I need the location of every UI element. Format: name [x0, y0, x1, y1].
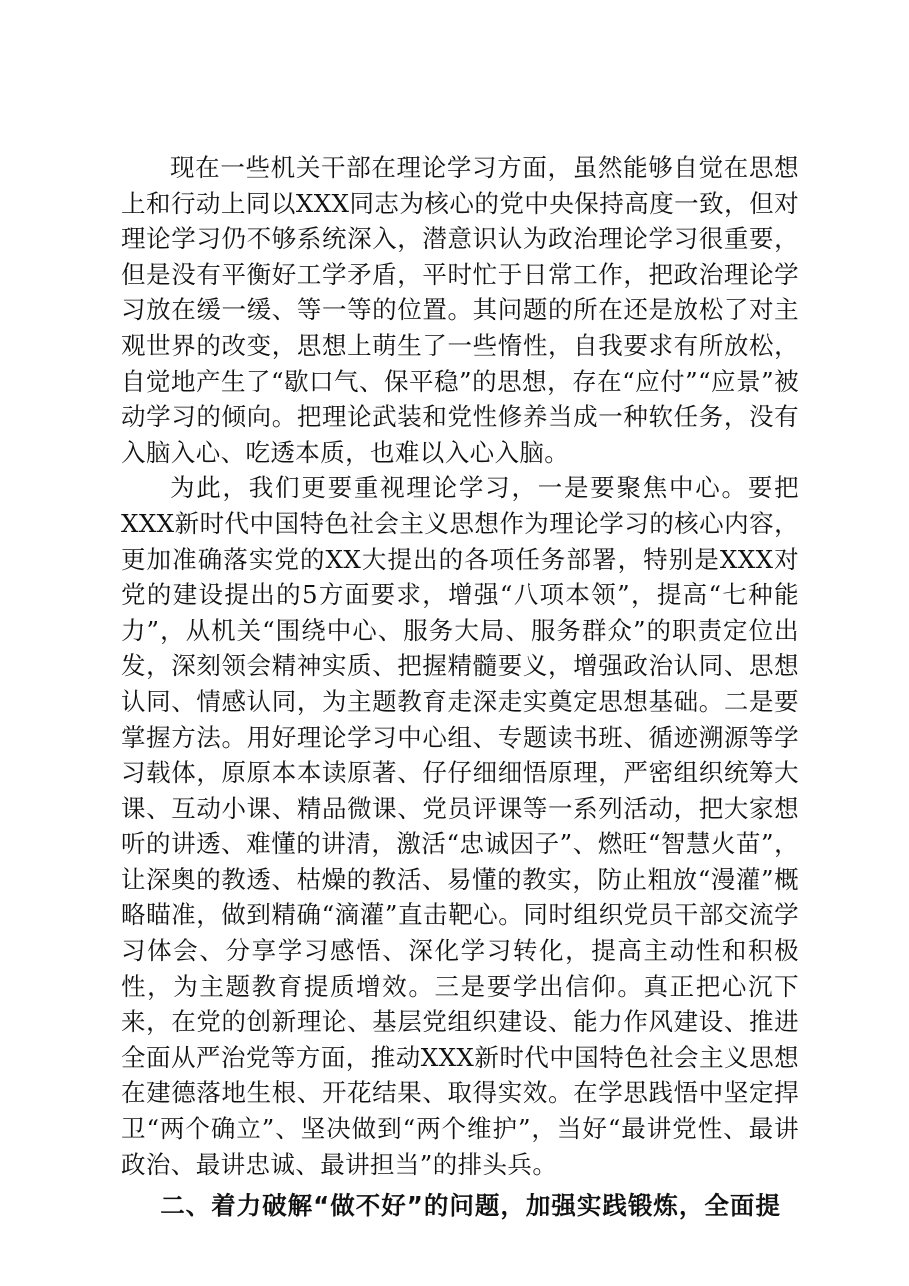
body-paragraph-2: 为此，我们更要重视理论学习，一是要聚焦中心。要把XXX新时代中国特色社会主义思想作为理论学习的核心内容，更加准确落实党的XX大提出的各项任务部署，特别是XXX对党的建设提出的5方面要求，增强“八项本领”，提高“七种能力”，从机关“围绕中心、服务大局、服务群众”的职责定位出发，深刻领会精神实质、把握精髓要义，增强政治认同、思想认同、情感认同，为主题教育走深走实奠定思想基础。二是要掌握方法。用好理论学习中心组、专题读书班、循迹溯源等学习载体，原原本本读原著、仔仔细细悟原理，严密组织统筹大课、互动小课、精品微课、党员评课等一系列活动，把大家想听的讲透、难懂的讲清，激活“忠诚因子”、燃旺“智慧火苗”，让深奥的教透、枯燥的教活、易懂的教实，防止粗放“漫灌”概略瞄准，做到精确“滴灌”直击靶心。同时组织党员干部交流学习体会、分享学习感悟、深化学习转化，提高主动性和积极性，为主题教育提质增效。三是要学出信仰。真正把心沉下来，在党的创新理论、基层党组织建设、能力作风建设、推进全面从严治党等方面，推动XXX新时代中国特色社会主义思想在建德落地生根、开花结果、取得实效。在学思践悟中坚定捍卫“两个确立”、坚决做到“两个维护”，当好“最讲党性、最讲政治、最讲忠诚、最讲担当”的排头兵。: [121, 473, 799, 1179]
section-heading: 二、着力破解“做不好”的问题，加强实践锻炼，全面提: [160, 1191, 781, 1221]
body-paragraph-1: 现在一些机关干部在理论学习方面，虽然能够自觉在思想上和行动上同以XXX同志为核心的党中央保持高度一致，但对理论学习仍不够系统深入，潜意识认为政治理论学习很重要，但是没有平衡好工学矛盾，平时忙于日常工作，把政治理论学习放在缓一缓、等一等的位置。其问题的所在还是放松了对主观世界的改变，思想上萌生了一些惰性，自我要求有所放松，自觉地产生了“歇口气、保平稳”的思想，存在“应付”“应景”被动学习的倾向。把理论武装和党性修养当成一种软任务，没有入脑入心、吃透本质，也难以入心入脑。: [121, 153, 799, 467]
document-body: [121, 150, 799, 1224]
